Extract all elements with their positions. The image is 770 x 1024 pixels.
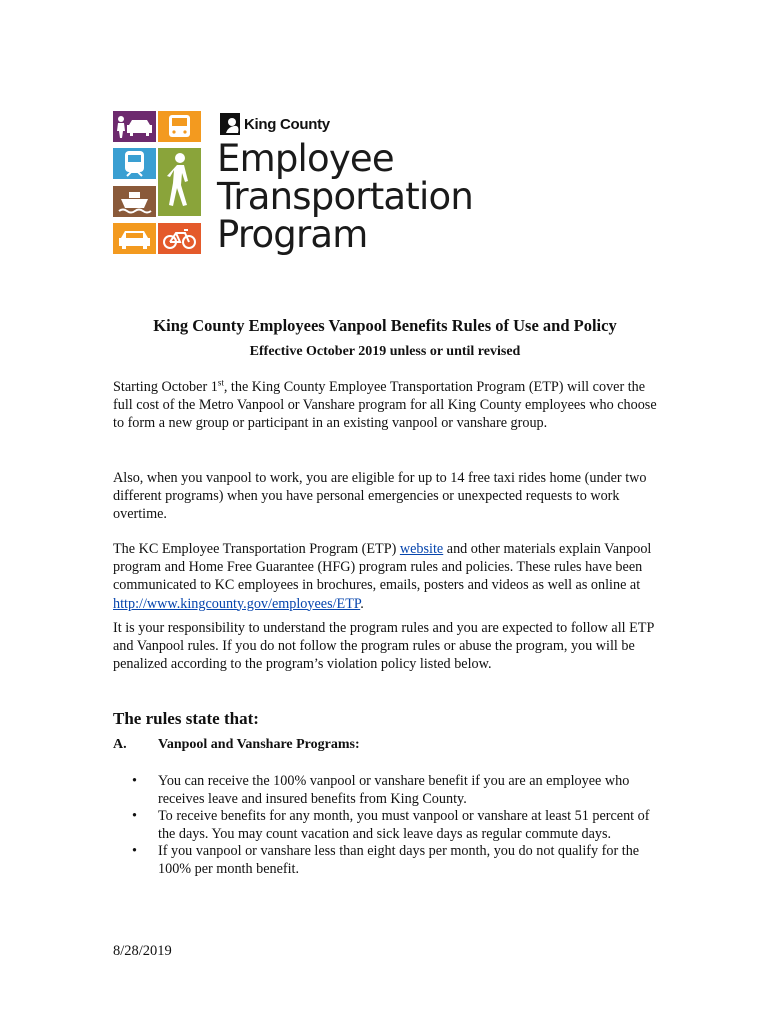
- bullet-icon: •: [132, 808, 137, 825]
- list-item: [130, 808, 670, 843]
- para3-text-continued: and other materials explain Vanpool program and Home Free Guarantee (HFG) program rules and policies. These rules have been communicated to KC employees in brochures, emails, posters and videos as well as online at: [113, 541, 652, 594]
- document-title: King County Employees Vanpool Benefits Rules of Use and Policy: [153, 316, 617, 335]
- para3-period: .: [360, 595, 364, 612]
- etp-logo: [113, 111, 473, 261]
- document-subtitle: Effective October 2019 unless or until revised: [249, 344, 521, 359]
- program-title: [217, 137, 477, 256]
- taxi-paragraph: Also, when you vanpool to work, you are eligible for up to 14 free taxi rides home (under two different programs) when you have personal emergencies or unexpected requests to work overtime.: [113, 470, 647, 523]
- rules-list: [130, 773, 670, 879]
- bullet-icon: •: [132, 843, 137, 860]
- car-icon: [113, 223, 156, 254]
- king-county-crest-icon: [220, 113, 240, 135]
- ferry-icon: [113, 186, 156, 217]
- materials-paragraph: [113, 540, 661, 613]
- program-title-line: Employee: [217, 137, 394, 180]
- list-item: [130, 843, 670, 878]
- list-item: [130, 773, 670, 808]
- train-icon: [113, 148, 156, 179]
- etp-url-link[interactable]: http://www.kingcounty.gov/employees/ETP: [113, 595, 361, 612]
- king-county-brand: [220, 111, 330, 137]
- website-link[interactable]: website: [399, 541, 444, 557]
- rules-heading: The rules state that:: [113, 709, 259, 728]
- responsibility-paragraph: It is your responsibility to understand the program rules and you are expected to follow all ETP and Vanpool rules. If you do not follow the program rules or abuse the program, you will be penalized according to the program’s violation policy listed below.: [113, 620, 654, 673]
- bullet-icon: •: [132, 773, 137, 789]
- list-item-text: To receive benefits for any month, you must vanpool or vanshare at least 51 percent of the days. You may count vacation and sick leave days as regular commute days.: [158, 808, 650, 842]
- brand-name: King County: [244, 115, 330, 133]
- list-item-text: You can receive the 100% vanpool or vanshare benefit if you are an employee who receives leave and insured benefits from King County.: [158, 773, 630, 807]
- para3-text: The KC Employee Transportation Program (ETP): [113, 541, 400, 557]
- program-title-line: Program: [217, 213, 368, 256]
- list-item-text: If you vanpool or vanshare less than eight days per month, you do not qualify for the 100% per month benefit.: [158, 843, 640, 877]
- bicycle-icon: [158, 223, 201, 254]
- ordinal-suffix: st: [217, 377, 224, 388]
- family-car-icon: [113, 111, 156, 142]
- section-letter: A.: [113, 737, 127, 752]
- footer-date: 8/28/2019: [113, 943, 172, 959]
- section-label: Vanpool and Vanshare Programs:: [158, 737, 360, 752]
- intro-paragraph: [113, 378, 661, 433]
- transport-mode-tiles: [113, 111, 201, 255]
- pedestrian-icon: [158, 148, 201, 216]
- para1-text: Starting October 1: [113, 379, 218, 395]
- bus-icon: [158, 111, 201, 142]
- para1-text-continued: , the King County Employee Transportation Program (ETP) will cover the full cost of the Metro Vanpool or Vanshare program for all King County employees who choose to form a new group or participant in an existing vanpool or vanshare group.: [113, 379, 657, 432]
- program-title-line: Transportation: [217, 175, 473, 218]
